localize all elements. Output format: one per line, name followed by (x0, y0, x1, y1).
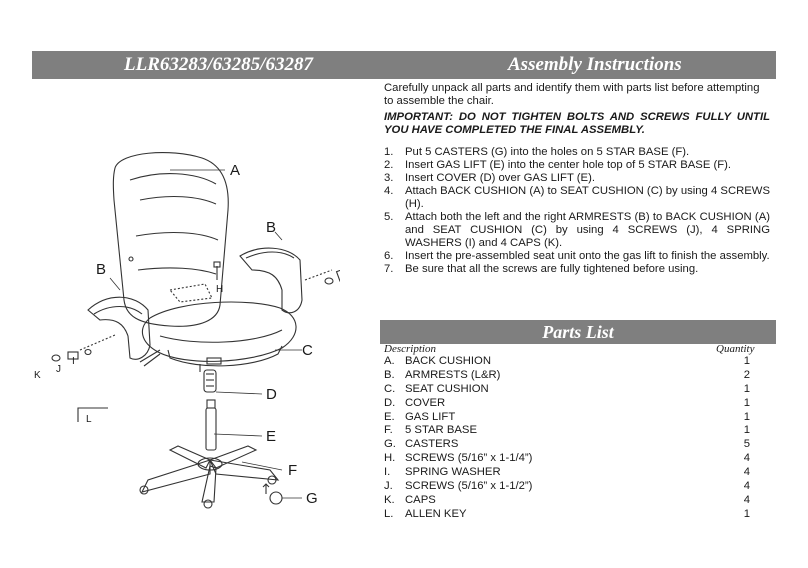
step-number: 5. (384, 211, 394, 223)
part-name: 5 STAR BASE (405, 424, 477, 437)
right-screw-set-drawing (325, 269, 340, 284)
back-cushion-drawing (113, 153, 228, 327)
allen-key-drawing (78, 408, 108, 422)
part-quantity: 5 (743, 438, 750, 451)
step-number: 6. (384, 250, 394, 262)
part-quantity: 1 (743, 410, 750, 423)
intro-text: Carefully unpack all parts and identify them with parts list before attempting to assemble the chair. (384, 82, 760, 107)
part-name: CASTERS (405, 438, 459, 451)
part-row (384, 355, 750, 369)
part-quantity: 1 (743, 355, 750, 367)
part-quantity: 4 (743, 480, 750, 493)
part-row (384, 480, 750, 494)
parts-list-header (380, 320, 776, 344)
part-row (384, 383, 750, 397)
part-letter: B. (384, 368, 395, 381)
description-column-header: Description (384, 343, 436, 355)
part-name: CAPS (405, 493, 436, 506)
parts-list (384, 355, 750, 522)
step-item (384, 211, 770, 250)
step-text: Be sure that all the screws are fully tightened before using. (405, 263, 699, 275)
callout-k: K (34, 370, 41, 381)
model-number: LLR63283/63285/63287 (124, 54, 313, 75)
part-name: GAS LIFT (405, 410, 456, 423)
part-quantity: 2 (743, 368, 750, 381)
page-title: Assembly Instructions (508, 54, 682, 75)
callout-l: L (86, 414, 92, 425)
part-row (384, 452, 750, 466)
caster-drawing (263, 484, 282, 504)
gas-lift-drawing (206, 400, 216, 450)
callout-g: G (306, 490, 318, 507)
part-quantity: 4 (743, 452, 750, 465)
step-item (384, 185, 770, 211)
part-name: ARMRESTS (L&R) (405, 368, 501, 381)
step-text: Attach both the left and the right ARMRESTS (B) to BACK CUSHION (A) and SEAT CUSHION (C) by using 4 SCREWS (J), 4 SPRING WASHERS (I) and 4 CAPS (K). (405, 211, 770, 249)
header-bar (32, 51, 776, 79)
part-row (384, 424, 750, 438)
part-letter: A. (384, 355, 395, 367)
part-name: SPRING WASHER (405, 466, 501, 479)
callout-e: E (266, 428, 277, 445)
part-letter: C. (384, 382, 396, 395)
step-number: 7. (384, 263, 394, 275)
callout-b-left: B (96, 261, 107, 278)
part-name: ALLEN KEY (405, 507, 467, 520)
step-text: Put 5 CASTERS (G) into the holes on 5 STAR BASE (F). (405, 146, 690, 158)
callout-h: H (216, 284, 224, 295)
step-text: Insert GAS LIFT (E) into the center hole top of 5 STAR BASE (F). (405, 159, 732, 171)
part-name: COVER (405, 396, 446, 409)
part-row (384, 466, 750, 480)
parts-list-title: Parts List (542, 322, 614, 342)
star-base-drawing (140, 446, 278, 508)
step-text: Insert the pre-assembled seat unit onto the gas lift to finish the assembly. (405, 250, 770, 262)
step-item (384, 146, 770, 159)
step-item (384, 263, 770, 276)
part-letter: I. (384, 466, 391, 479)
seat-cushion-drawing (140, 302, 296, 372)
callout-d: D (266, 386, 277, 403)
cover-drawing (204, 370, 216, 392)
part-letter: D. (384, 396, 396, 409)
part-letter: E. (384, 410, 395, 423)
step-item (384, 250, 770, 263)
part-name: SEAT CUSHION (405, 382, 489, 395)
part-letter: F. (384, 424, 393, 437)
callout-b-right: B (266, 219, 277, 236)
part-row (384, 494, 750, 508)
callout-f: F (288, 462, 298, 479)
important-notice: IMPORTANT: DO NOT TIGHTEN BOLTS AND SCREWS FULLY UNTIL YOU HAVE COMPLETED THE FINAL ASSEMBLY. (384, 111, 770, 136)
part-letter: H. (384, 452, 396, 465)
step-number: 3. (384, 172, 394, 184)
step-number: 2. (384, 159, 394, 171)
part-letter: L. (384, 507, 394, 520)
part-letter: G. (384, 438, 396, 451)
callout-i: I (72, 356, 75, 367)
part-quantity: 1 (743, 396, 750, 409)
callout-c: C (302, 342, 313, 359)
part-quantity: 1 (743, 424, 750, 437)
part-name: BACK CUSHION (405, 355, 491, 367)
part-letter: J. (384, 480, 393, 493)
part-letter: K. (384, 493, 395, 506)
step-text: Attach BACK CUSHION (A) to SEAT CUSHION (C) by using 4 SCREWS (H). (405, 185, 770, 210)
step-number: 1. (384, 146, 394, 158)
step-item (384, 159, 770, 172)
step-item (384, 172, 770, 185)
quantity-column-header: Quantity (716, 343, 755, 355)
step-text: Insert COVER (D) over GAS LIFT (E). (405, 172, 595, 184)
chair-exploded-diagram (20, 140, 340, 520)
part-row (384, 508, 750, 522)
part-quantity: 4 (743, 466, 750, 479)
part-row (384, 411, 750, 425)
part-row (384, 369, 750, 383)
callout-j: J (56, 364, 61, 375)
part-quantity: 1 (743, 382, 750, 395)
part-quantity: 4 (743, 493, 750, 506)
part-name: SCREWS (5/16” x 1-1/2”) (405, 480, 533, 493)
part-row (384, 397, 750, 411)
step-number: 4. (384, 185, 394, 197)
part-row (384, 438, 750, 452)
part-quantity: 1 (743, 507, 750, 520)
callout-a: A (230, 162, 241, 179)
assembly-steps (384, 146, 770, 276)
part-name: SCREWS (5/16” x 1-1/4”) (405, 452, 533, 465)
